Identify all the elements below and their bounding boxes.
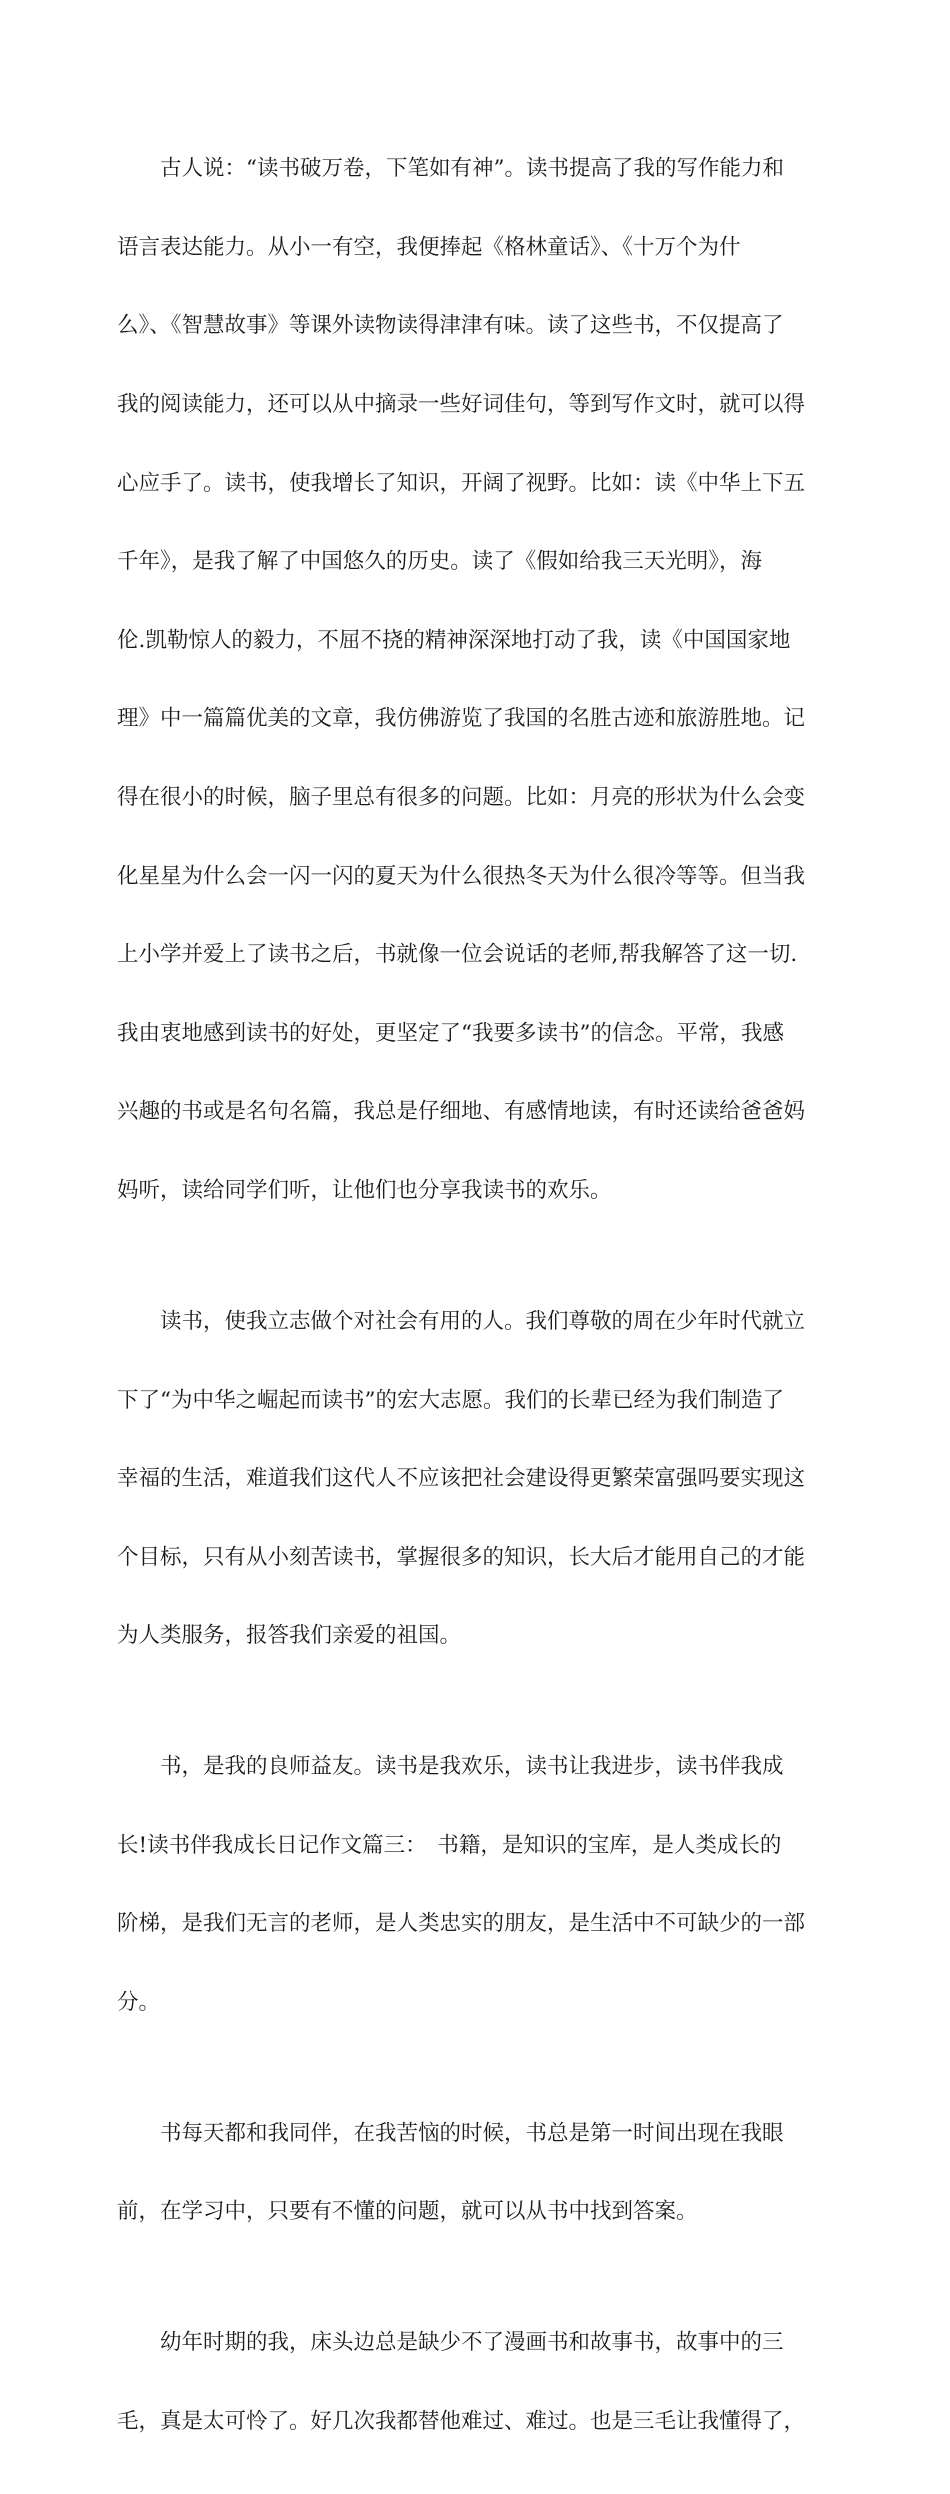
text-line: 伦.凯勒惊人的毅力，不屈不挠的精神深深地打动了我，读《中国国家地 [117,627,791,653]
text-line: 我由衷地感到读书的好处，更坚定了“我要多读书”的信念。平常，我感 [117,1020,784,1046]
paragraph-1 [117,110,833,1250]
text-line: 长!读书伴我成长日记作文篇三： 书籍，是知识的宝库，是人类成长的 [117,1832,782,1858]
text-line: 千年》，是我了解了中国悠久的历史。读了《假如给我三天光明》，海 [117,549,763,575]
text-line: 古人说：“读书破万卷，下笔如有神”。读书提高了我的写作能力和 [117,156,784,182]
paragraph-2 [117,1263,833,1695]
text-line: 为人类服务，报答我们亲爱的祖国。 [117,1623,462,1649]
paragraph-4 [117,2075,833,2271]
document-page [117,110,833,2494]
text-line: 个目标，只有从小刻苦读书，掌握很多的知识，长大后才能用自己的才能 [117,1544,806,1570]
paragraph-5 [117,2284,833,2480]
text-line: 得在很小的时候，脑子里总有很多的问题。比如：月亮的形状为什么会变 [117,785,806,811]
text-line: 么》、《智慧故事》等课外读物读得津津有味。读了这些书，不仅提高了 [117,313,784,339]
text-line: 书每天都和我同伴，在我苦恼的时候，书总是第一时间出现在我眼 [117,2120,784,2146]
text-line: 书，是我的良师益友。读书是我欢乐，读书让我进步，读书伴我成 [117,1754,784,1780]
text-line: 毛，真是太可怜了。好几次我都替他难过、难过。也是三毛让我懂得了， [117,2408,806,2434]
text-line: 幼年时期的我，床头边总是缺少不了漫画书和故事书，故事中的三 [117,2330,784,2356]
text-line: 阶梯，是我们无言的老师，是人类忠实的朋友，是生活中不可缺少的一部 [117,1911,806,1937]
text-line: 下了“为中华之崛起而读书”的宏大志愿。我们的长辈已经为我们制造了 [117,1387,784,1413]
text-line: 我的阅读能力，还可以从中摘录一些好词佳句，等到写作文时，就可以得 [117,392,806,418]
text-line: 化星星为什么会一闪一闪的夏天为什么很热冬天为什么很冷等等。但当我 [117,863,806,889]
text-line: 语言表达能力。从小一有空，我便捧起《格林童话》、《十万个为什 [117,234,741,260]
paragraph-3 [117,1708,833,2062]
text-line: 前，在学习中，只要有不懂的问题，就可以从书中找到答案。 [117,2199,698,2225]
text-line: 妈听，读给同学们听，让他们也分享我读书的欢乐。 [117,1178,612,1204]
text-line: 兴趣的书或是名句名篇，我总是仔细地、有感情地读，有时还读给爸爸妈 [117,1099,806,1125]
text-line: 幸福的生活，难道我们这代人不应该把社会建设得更繁荣富强吗要实现这 [117,1466,806,1492]
text-line: 分。 [117,1989,161,2015]
text-line: 读书，使我立志做个对社会有用的人。我们尊敬的周在少年时代就立 [117,1308,806,1334]
text-line: 上小学并爱上了读书之后，书就像一位会说话的老师,帮我解答了这一切. [117,942,798,968]
text-line: 理》中一篇篇优美的文章，我仿佛游览了我国的名胜古迹和旅游胜地。记 [117,706,806,732]
text-line: 心应手了。读书，使我增长了知识，开阔了视野。比如：读《中华上下五 [117,470,806,496]
